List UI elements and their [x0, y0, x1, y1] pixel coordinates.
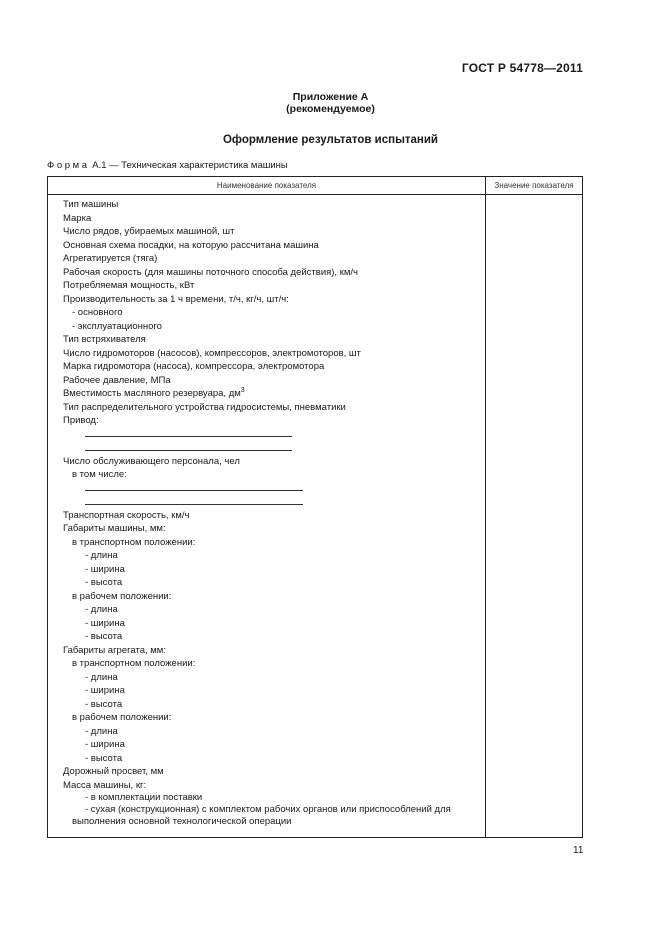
fill-in-blank: [48, 495, 485, 509]
list-item: - длина: [85, 604, 118, 615]
list-item: Агрегатируется (тяга): [63, 253, 158, 264]
fill-in-blank: [48, 482, 485, 496]
list-item: - ширина: [85, 563, 125, 575]
list-item: Габариты машины, мм:: [63, 523, 166, 534]
standard-number: ГОСТ Р 54778—2011: [461, 61, 583, 75]
list-item: Производительность за 1 ч времени, т/ч, кг/ч, шт/ч:: [63, 293, 289, 305]
list-item: выполнения основной технологической операции: [72, 816, 292, 827]
fill-in-blank: [48, 428, 485, 442]
list-item: Тип встряхивателя: [63, 334, 146, 345]
list-item: Дорожный просвет, мм: [63, 766, 164, 777]
list-item: - основного: [72, 307, 123, 318]
blank-line: [85, 450, 292, 451]
list-item: Марка: [63, 212, 92, 224]
list-item: в том числе:: [72, 469, 127, 480]
list-item: Транспортная скорость, км/ч: [63, 509, 190, 521]
col-header-value: Значение показателя: [486, 177, 583, 195]
list-item: в рабочем положении:: [72, 590, 172, 602]
list-item: Потребляемая мощность, кВт: [63, 280, 195, 291]
blank-line: [85, 490, 303, 491]
list-item: в транспортном положении:: [72, 658, 196, 669]
list-item: Тип распределительного устройства гидросистемы, пневматики: [63, 401, 346, 413]
list-item: - эксплуатационного: [72, 320, 162, 332]
form-caption: [47, 160, 288, 171]
parameter-names-cell: [48, 195, 486, 838]
appendix-title: Приложение А: [292, 91, 369, 103]
list-item: - ширина: [85, 739, 125, 750]
table-body-row: [48, 195, 583, 838]
list-item: в рабочем положении:: [72, 712, 172, 723]
list-item: Число обслуживающего персонала, чел: [63, 455, 240, 467]
list-item: - высота: [85, 577, 123, 588]
blank-line: [85, 436, 292, 437]
list-item: - ширина: [85, 685, 125, 696]
list-item: Габариты агрегата, мм:: [63, 644, 166, 656]
list-item: Марка гидромотора (насоса), компрессора, электромотора: [63, 361, 325, 372]
form-label: Форма: [47, 160, 90, 171]
fill-in-blank: [48, 441, 485, 455]
appendix-heading: [0, 91, 661, 115]
list-item: - длина: [85, 725, 118, 737]
page-number: 11: [573, 845, 584, 856]
list-item: - длина: [85, 671, 118, 683]
unit-superscript: 3: [240, 386, 245, 394]
list-item: [48, 387, 485, 401]
list-item: Рабочая скорость (для машины поточного способа действия), км/ч: [63, 266, 358, 278]
list-item: - сухая (конструкционная) с комплектом рабочих органов или приспособлений для: [85, 804, 451, 815]
appendix-subtitle: (рекомендуемое): [286, 103, 375, 115]
section-title: Оформление результатов испытаний: [222, 134, 439, 146]
col-header-name: Наименование показателя: [48, 177, 486, 195]
list-item: Рабочее давление, МПа: [63, 374, 171, 386]
list-item: Масса машины, кг:: [63, 779, 147, 791]
list-item: Тип машины: [63, 199, 119, 210]
list-item: - высота: [85, 631, 123, 642]
reservoir-capacity-label: Вместимость масляного резервуара, дм: [63, 388, 241, 399]
list-item: - высота: [85, 752, 123, 764]
list-item: Привод:: [63, 415, 99, 426]
list-item: Основная схема посадки, на которую рассчитана машина: [63, 239, 319, 251]
blank-line: [85, 504, 303, 505]
form-number: А.1 — Техническая характеристика машины: [92, 160, 288, 171]
list-item: - ширина: [85, 617, 125, 629]
list-item: Число гидромоторов (насосов), компрессоров, электромоторов, шт: [63, 347, 361, 359]
parameter-values-cell: [486, 195, 583, 838]
list-item: - высота: [85, 698, 123, 710]
list-item: - в комплектации поставки: [85, 792, 203, 803]
spec-table: [47, 176, 583, 838]
list-item: - длина: [85, 550, 118, 561]
list-item: Число рядов, убираемых машиной, шт: [63, 226, 235, 237]
table-header-row: [48, 177, 583, 195]
list-item: в транспортном положении:: [72, 536, 196, 548]
